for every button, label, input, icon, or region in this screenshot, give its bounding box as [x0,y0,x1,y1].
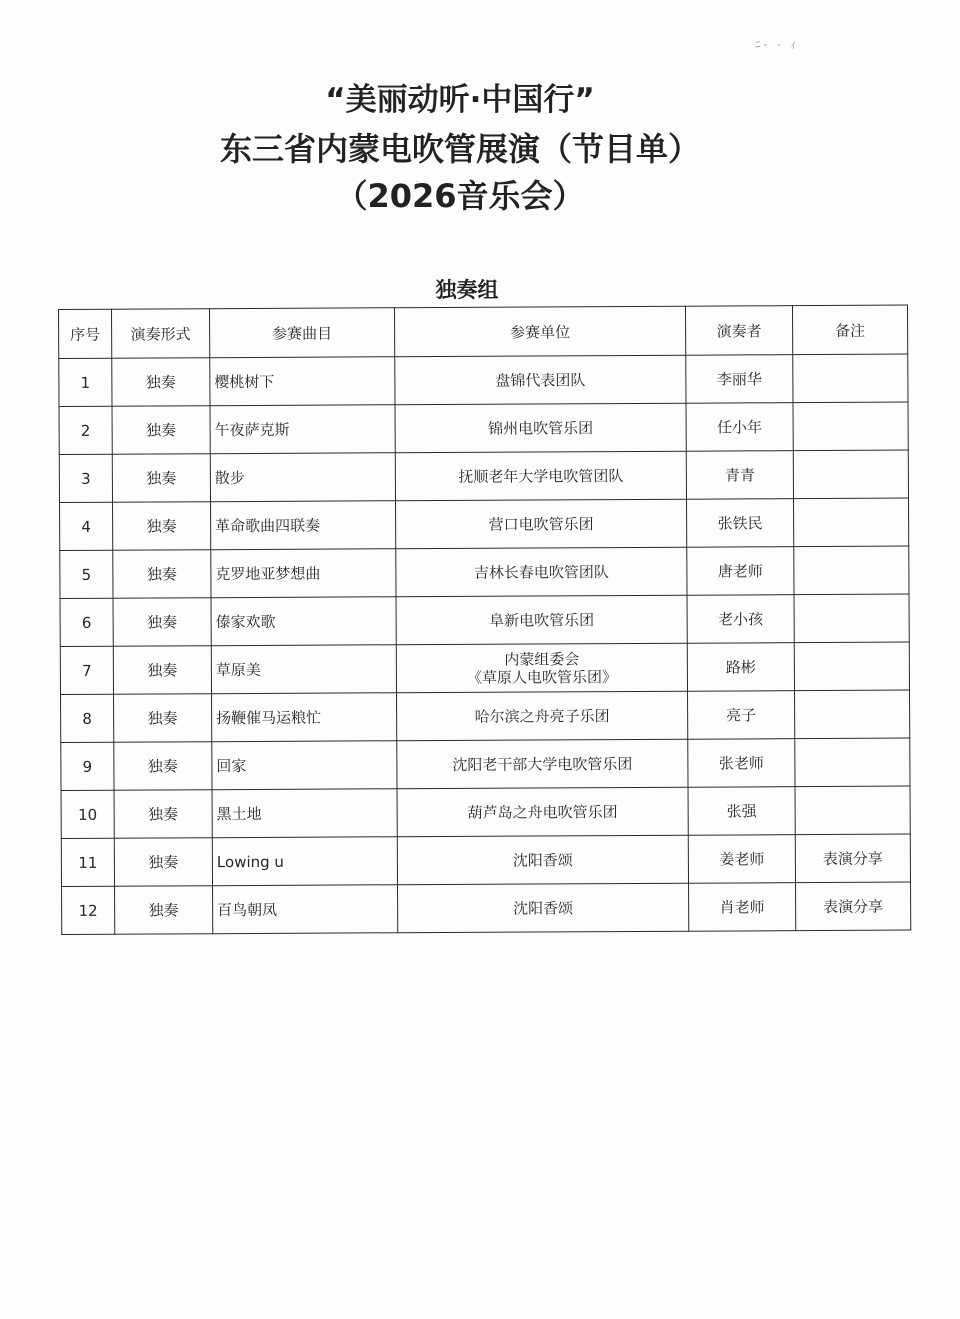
cell-form: 独奏 [112,406,210,455]
cell-performer: 张强 [688,787,795,836]
table-row [61,834,910,886]
cell-note [794,498,909,547]
cell-unit [397,787,688,837]
cell-performer: 李丽华 [686,355,793,404]
cell-unit [397,691,688,741]
cell-performer: 老小孩 [687,595,794,644]
cell-unit [396,499,687,549]
corner-mark: ﾆ- - ｨ [755,38,799,51]
header-unit: 参赛单位 [394,306,685,357]
cell-no: 3 [59,454,112,502]
cell-no: 11 [61,838,114,886]
cell-note [794,546,909,595]
title-slogan: “美丽动听·中国行” [325,82,595,118]
table-row [59,402,908,454]
cell-piece: 午夜萨克斯 [210,405,395,454]
cell-piece: 草原美 [211,645,396,694]
cell-form: 独奏 [115,886,213,935]
table-row [61,786,910,838]
table-row [60,642,909,694]
title-main: 东三省内蒙电吹管展演（节目单） [219,130,700,168]
unit-line: 《草原人电吹管乐团》 [466,667,617,687]
table-row [61,690,910,742]
cell-note [793,402,908,451]
table-row [59,450,908,502]
cell-piece: 革命歌曲四联奏 [211,501,396,550]
cell-no: 4 [60,502,113,550]
cell-form: 独奏 [112,358,210,407]
unit-line: 沈阳香颂 [512,850,573,870]
cell-piece: 克罗地亚梦想曲 [211,549,396,598]
cell-form: 独奏 [113,598,211,647]
cell-piece: 百鸟朝凤 [213,885,398,934]
unit-line: 盘锦代表团队 [495,370,586,390]
cell-performer: 姜老师 [688,835,795,884]
cell-piece: 回家 [212,741,397,790]
cell-no: 1 [59,358,112,406]
cell-no: 12 [62,886,115,934]
unit-line: 吉林长春电吹管团队 [473,562,609,582]
cell-unit [395,355,686,405]
unit-line: 沈阳老干部大学电吹管乐团 [452,754,633,774]
cell-no: 7 [60,646,113,694]
unit-line: 沈阳香颂 [513,898,574,918]
cell-no: 10 [61,790,114,838]
header-no: 序号 [59,309,112,358]
table-row [60,546,909,598]
cell-form: 独奏 [113,550,211,599]
cell-note: 表演分享 [795,834,910,883]
unit-line: 内蒙组委会 [504,649,580,669]
cell-piece: 黑土地 [212,789,397,838]
header-form: 演奏形式 [112,309,210,359]
cell-performer: 张老师 [688,739,795,788]
title-subtitle: （2026音乐会） [335,177,585,215]
cell-form: 独奏 [113,646,211,695]
cell-unit [397,739,688,789]
cell-piece: 樱桃树下 [210,357,395,406]
cell-no: 2 [59,406,112,454]
header-performer: 演奏者 [685,306,792,356]
cell-form: 独奏 [114,742,212,791]
table-body [59,354,911,934]
cell-note [794,642,909,691]
cell-note: 表演分享 [796,882,911,931]
cell-performer: 张铁民 [687,499,794,548]
cell-form: 独奏 [114,790,212,839]
program-table [58,305,911,935]
table-row [60,498,909,550]
cell-no: 8 [61,694,114,742]
table-row [62,882,911,934]
unit-line: 阜新电吹管乐团 [489,610,595,630]
cell-unit [398,883,689,933]
cell-performer: 任小年 [686,403,793,452]
cell-no: 6 [60,598,113,646]
cell-piece: 扬鞭催马运粮忙 [212,693,397,742]
cell-no: 9 [61,742,114,790]
table-row [59,354,908,406]
header-piece: 参赛曲目 [210,308,395,358]
cell-performer: 亮子 [688,691,795,740]
cell-note [795,690,910,739]
cell-piece: 散步 [210,453,395,502]
cell-unit [396,595,687,645]
cell-performer: 唐老师 [687,547,794,596]
cell-unit [395,403,686,453]
cell-unit [395,451,686,501]
unit-line: 哈尔滨之舟亮子乐团 [474,706,610,726]
table-header-row [59,305,908,358]
cell-note [795,738,910,787]
cell-performer: 路彬 [687,643,794,692]
cell-no: 5 [60,550,113,598]
cell-unit [396,643,687,693]
cell-form: 独奏 [112,454,210,503]
cell-note [793,450,908,499]
unit-line: 抚顺老年大学电吹管团队 [458,466,624,486]
unit-line: 锦州电吹管乐团 [488,418,594,438]
table-row [61,738,910,790]
cell-unit [397,835,688,885]
cell-piece: 傣家欢歌 [211,597,396,646]
cell-piece: Lowing u [212,837,397,886]
cell-form: 独奏 [113,502,211,551]
cell-note [793,354,908,403]
cell-performer: 青青 [686,451,793,500]
unit-line: 营口电吹管乐团 [488,514,594,534]
cell-note [795,786,910,835]
cell-form: 独奏 [114,838,212,887]
cell-note [794,594,909,643]
section-title: 独奏组 [435,278,499,302]
header-note: 备注 [792,305,907,355]
cell-unit [396,547,687,597]
cell-form: 独奏 [114,694,212,743]
unit-line: 葫芦岛之舟电吹管乐团 [467,802,618,822]
table-row [60,594,909,646]
cell-performer: 肖老师 [689,883,796,932]
